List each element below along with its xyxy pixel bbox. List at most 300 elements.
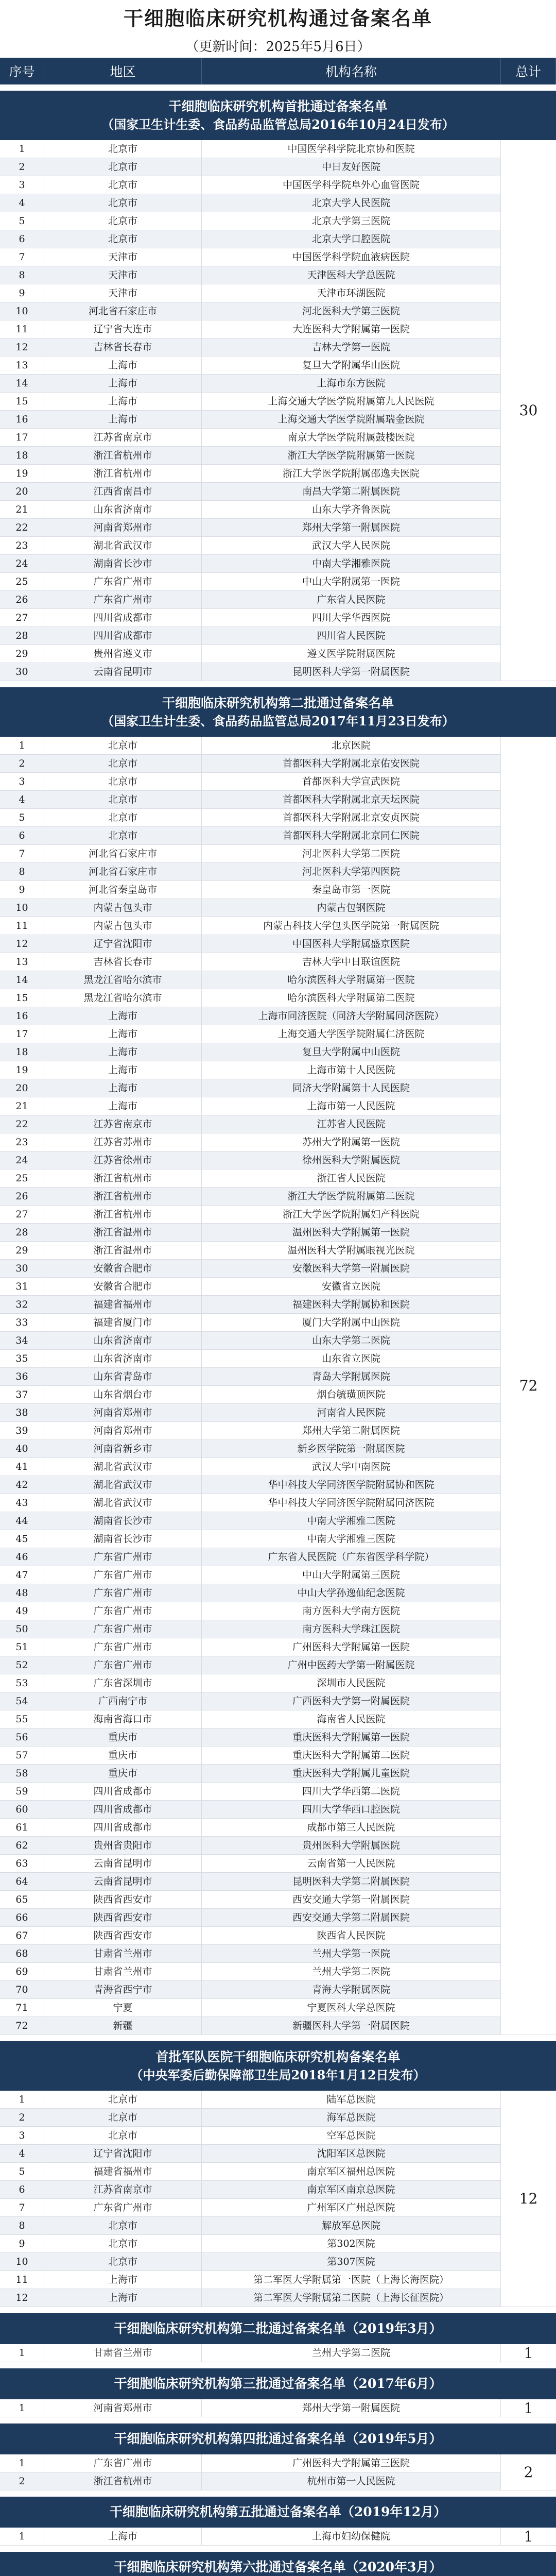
row-region: 上海市 <box>44 2528 202 2545</box>
row-region: 重庆市 <box>44 1765 202 1782</box>
row-index: 62 <box>0 1837 44 1854</box>
column-header-index: 序号 <box>0 58 44 84</box>
row-index: 7 <box>0 2199 44 2216</box>
row-institution: 福建医科大学附属协和医院 <box>202 1296 501 1313</box>
row-region: 河北省石家庄市 <box>44 845 202 862</box>
table-row <box>0 1314 501 1332</box>
row-region: 上海市 <box>44 1097 202 1115</box>
row-index: 12 <box>0 935 44 953</box>
row-index: 63 <box>0 1855 44 1872</box>
row-institution: 解放军总医院 <box>202 2217 501 2234</box>
row-region: 北京市 <box>44 773 202 790</box>
row-institution: 贵州医科大学附属医院 <box>202 1837 501 1854</box>
row-region: 河北省秦皇岛市 <box>44 881 202 899</box>
row-institution: 天津市环湖医院 <box>202 284 501 302</box>
column-header-institution: 机构名称 <box>202 58 501 84</box>
row-index: 58 <box>0 1765 44 1782</box>
row-index: 15 <box>0 989 44 1007</box>
row-institution: 四川大学华西医院 <box>202 609 501 626</box>
row-institution: 新乡医学院第一附属医院 <box>202 1440 501 1458</box>
row-institution: 徐州医科大学附属医院 <box>202 1151 501 1169</box>
row-index: 2 <box>0 158 44 176</box>
row-index: 50 <box>0 1620 44 1638</box>
row-index: 52 <box>0 1656 44 1674</box>
row-institution: 上海交通大学医学院附属第九人民医院 <box>202 393 501 410</box>
table-row <box>0 1404 501 1422</box>
row-region: 四川省成都市 <box>44 627 202 645</box>
row-institution: 四川大学华西口腔医院 <box>202 1801 501 1818</box>
section-block <box>0 687 556 2035</box>
table-row <box>0 519 501 537</box>
row-region: 内蒙古包头市 <box>44 899 202 917</box>
row-region: 广东省广州市 <box>44 2199 202 2216</box>
row-index: 20 <box>0 1079 44 1097</box>
row-institution: 同济大学附属第十人民医院 <box>202 1079 501 1097</box>
table-row <box>0 791 501 809</box>
table-row <box>0 338 501 357</box>
row-institution: 中南大学湘雅三医院 <box>202 1530 501 1548</box>
row-index: 22 <box>0 519 44 536</box>
table-row <box>0 1656 501 1674</box>
row-region: 广东省广州市 <box>44 1638 202 1656</box>
table-row <box>0 773 501 791</box>
row-index: 2 <box>0 755 44 772</box>
row-institution: 重庆医科大学附属第一医院 <box>202 1728 501 1746</box>
table-row <box>0 320 501 338</box>
row-institution: 青岛大学附属医院 <box>202 1368 501 1385</box>
row-institution: 海军总医院 <box>202 2109 501 2126</box>
row-index: 11 <box>0 917 44 935</box>
section-title: 干细胞临床研究机构第三批通过备案名单（2017年6月） <box>114 2376 442 2392</box>
row-institution: 空军总医院 <box>202 2127 501 2144</box>
table-row <box>0 1368 501 1386</box>
table-row <box>0 1151 501 1170</box>
table-row <box>0 1476 501 1494</box>
row-region: 河南省郑州市 <box>44 1404 202 1421</box>
section-block <box>0 91 556 681</box>
row-index: 8 <box>0 2217 44 2234</box>
row-institution: 河北医科大学第三医院 <box>202 302 501 320</box>
row-region: 广东省广州市 <box>44 1566 202 1584</box>
row-institution: 第307医院 <box>202 2253 501 2270</box>
table-row <box>0 1260 501 1278</box>
row-index: 57 <box>0 1747 44 1764</box>
section-subtitle: （国家卫生计生委、食品药品监管总局2017年11月23日发布） <box>101 713 455 728</box>
row-institution: 郑州大学第一附属医院 <box>202 2399 501 2417</box>
row-region: 湖北省武汉市 <box>44 1476 202 1494</box>
table-row <box>0 429 501 447</box>
table-row <box>0 827 501 845</box>
row-region: 云南省昆明市 <box>44 1855 202 1872</box>
row-institution: 吉林大学第一医院 <box>202 338 501 356</box>
row-index: 9 <box>0 284 44 302</box>
table-row <box>0 627 501 645</box>
row-institution: 天津医科大学总医院 <box>202 266 501 284</box>
table-row <box>0 1386 501 1404</box>
table-row <box>0 1891 501 1909</box>
row-index: 1 <box>0 2454 44 2472</box>
section-block <box>0 2313 556 2362</box>
table-row <box>0 2199 501 2217</box>
row-institution: 首都医科大学附属北京安贞医院 <box>202 809 501 826</box>
row-region: 北京市 <box>44 194 202 212</box>
row-index: 6 <box>0 230 44 248</box>
table-row <box>0 845 501 863</box>
section-title: 干细胞临床研究机构第四批通过备案名单（2019年5月） <box>114 2431 442 2447</box>
table-row <box>0 609 501 627</box>
row-index: 8 <box>0 266 44 284</box>
row-index: 33 <box>0 1314 44 1331</box>
row-index: 4 <box>0 2145 44 2162</box>
row-institution: 首都医科大学附属北京佑安医院 <box>202 755 501 772</box>
row-region: 北京市 <box>44 2109 202 2126</box>
row-institution: 杭州市第一人民医院 <box>202 2472 501 2490</box>
row-region: 河南省郑州市 <box>44 1422 202 1439</box>
table-row <box>0 302 501 320</box>
row-region: 河南省郑州市 <box>44 2399 202 2417</box>
table-rows <box>0 2399 501 2417</box>
row-institution: 大连医科大学附属第一医院 <box>202 320 501 338</box>
row-index: 35 <box>0 1350 44 1367</box>
section-table <box>0 2344 556 2362</box>
section-header <box>0 2552 556 2576</box>
table-row <box>0 1602 501 1620</box>
row-index: 1 <box>0 2399 44 2417</box>
table-row <box>0 1350 501 1368</box>
row-institution: 温州医科大学附属第一医院 <box>202 1224 501 1241</box>
row-institution: 第302医院 <box>202 2235 501 2252</box>
row-region: 湖北省武汉市 <box>44 1458 202 1476</box>
row-institution: 中山大学附属第一医院 <box>202 573 501 590</box>
row-institution: 青海大学附属医院 <box>202 1981 501 1998</box>
row-institution: 山东大学齐鲁医院 <box>202 501 501 518</box>
row-region: 湖南省长沙市 <box>44 1530 202 1548</box>
row-institution: 山东大学第二医院 <box>202 1332 501 1349</box>
section-header <box>0 2368 556 2399</box>
table-row <box>0 1007 501 1025</box>
row-region: 四川省成都市 <box>44 1801 202 1818</box>
table-row <box>0 1945 501 1963</box>
row-index: 54 <box>0 1692 44 1710</box>
row-index: 47 <box>0 1566 44 1584</box>
table-row <box>0 1819 501 1837</box>
row-institution: 上海市东方医院 <box>202 375 501 392</box>
row-region: 甘肃省兰州市 <box>44 1963 202 1980</box>
row-region: 江苏省苏州市 <box>44 1133 202 1151</box>
row-index: 46 <box>0 1548 44 1566</box>
table-row <box>0 1296 501 1314</box>
row-region: 广东省广州市 <box>44 2454 202 2472</box>
table-row <box>0 1927 501 1945</box>
row-region: 广东省广州市 <box>44 1548 202 1566</box>
row-region: 江西省南昌市 <box>44 483 202 500</box>
section-total: 72 <box>501 737 556 2035</box>
row-region: 浙江省杭州市 <box>44 2472 202 2490</box>
row-region: 上海市 <box>44 1061 202 1079</box>
row-institution: 沈阳军区总医院 <box>202 2145 501 2162</box>
table-rows <box>0 2091 501 2307</box>
row-region: 陕西省西安市 <box>44 1927 202 1944</box>
row-institution: 武汉大学人民医院 <box>202 537 501 554</box>
table-row <box>0 755 501 773</box>
row-region: 四川省成都市 <box>44 1819 202 1836</box>
table-row <box>0 2289 501 2307</box>
section-total: 1 <box>501 2528 556 2546</box>
row-institution: 复旦大学附属华山医院 <box>202 357 501 374</box>
row-region: 陕西省西安市 <box>44 1909 202 1926</box>
table-row <box>0 1584 501 1602</box>
row-index: 21 <box>0 501 44 518</box>
row-region: 天津市 <box>44 284 202 302</box>
row-index: 17 <box>0 1025 44 1043</box>
row-institution: 郑州大学第一附属医院 <box>202 519 501 536</box>
row-region: 新疆 <box>44 2017 202 2035</box>
row-index: 22 <box>0 1115 44 1133</box>
row-index: 11 <box>0 2271 44 2289</box>
row-institution: 深圳市人民医院 <box>202 1674 501 1692</box>
row-region: 辽宁省沈阳市 <box>44 935 202 953</box>
row-institution: 首都医科大学附属北京同仁医院 <box>202 827 501 844</box>
row-region: 浙江省温州市 <box>44 1242 202 1259</box>
row-index: 8 <box>0 863 44 880</box>
row-institution: 第二军医大学附属第二医院（上海长征医院） <box>202 2289 501 2307</box>
row-region: 甘肃省兰州市 <box>44 2344 202 2362</box>
row-region: 上海市 <box>44 1025 202 1043</box>
column-header-region: 地区 <box>44 58 202 84</box>
section-table <box>0 2091 556 2307</box>
row-index: 27 <box>0 609 44 626</box>
row-institution: 兰州大学第一医院 <box>202 1945 501 1962</box>
row-index: 42 <box>0 1476 44 1494</box>
row-region: 山东省烟台市 <box>44 1386 202 1403</box>
section-total: 12 <box>501 2091 556 2307</box>
row-index: 27 <box>0 1206 44 1223</box>
section-header <box>0 2424 556 2454</box>
row-region: 广东省广州市 <box>44 1620 202 1638</box>
table-row <box>0 1981 501 1999</box>
sections-container <box>0 91 556 2576</box>
row-region: 四川省成都市 <box>44 1783 202 1800</box>
table-row <box>0 917 501 935</box>
table-row <box>0 2127 501 2145</box>
row-index: 72 <box>0 2017 44 2035</box>
row-region: 北京市 <box>44 230 202 248</box>
row-institution: 广州医科大学附属第一医院 <box>202 1638 501 1656</box>
table-row <box>0 1747 501 1765</box>
row-index: 19 <box>0 1061 44 1079</box>
row-region: 江苏省南京市 <box>44 1115 202 1133</box>
table-row <box>0 899 501 917</box>
section-total: 1 <box>501 2399 556 2417</box>
row-index: 15 <box>0 393 44 410</box>
column-header-total: 总计 <box>501 58 556 84</box>
row-institution: 海南省人民医院 <box>202 1710 501 1728</box>
table-row <box>0 573 501 591</box>
section-total: 30 <box>501 140 556 681</box>
row-region: 江苏省南京市 <box>44 2181 202 2198</box>
row-region: 山东省济南市 <box>44 1350 202 1367</box>
row-region: 重庆市 <box>44 1728 202 1746</box>
row-index: 2 <box>0 2472 44 2490</box>
table-row <box>0 1079 501 1097</box>
row-index: 1 <box>0 2528 44 2545</box>
section-subtitle: （中央军委后勤保障部卫生局2018年1月12日发布） <box>130 2067 426 2082</box>
row-institution: 重庆医科大学附属儿童医院 <box>202 1765 501 1782</box>
row-index: 70 <box>0 1981 44 1998</box>
row-institution: 安徽医科大学第一附属医院 <box>202 1260 501 1277</box>
table-rows <box>0 737 501 2035</box>
table-row <box>0 1440 501 1458</box>
row-institution: 中山大学附属第三医院 <box>202 1566 501 1584</box>
row-institution: 上海交通大学医学院附属仁济医院 <box>202 1025 501 1043</box>
row-index: 13 <box>0 953 44 971</box>
row-index: 10 <box>0 899 44 917</box>
table-row <box>0 2271 501 2289</box>
row-institution: 河北医科大学第二医院 <box>202 845 501 862</box>
row-institution: 首都医科大学宣武医院 <box>202 773 501 790</box>
row-region: 甘肃省兰州市 <box>44 1945 202 1962</box>
table-row <box>0 1710 501 1728</box>
row-region: 浙江省杭州市 <box>44 465 202 482</box>
table-row <box>0 935 501 953</box>
section-table <box>0 737 556 2035</box>
row-index: 41 <box>0 1458 44 1476</box>
row-region: 湖南省长沙市 <box>44 555 202 572</box>
row-index: 36 <box>0 1368 44 1385</box>
table-row <box>0 230 501 248</box>
section-title: 干细胞临床研究机构第五批通过备案名单（2019年12月） <box>109 2504 447 2520</box>
row-region: 北京市 <box>44 737 202 754</box>
row-institution: 华中科技大学同济医学院附属协和医院 <box>202 1476 501 1494</box>
table-rows <box>0 2528 501 2546</box>
row-institution: 郑州大学第二附属医院 <box>202 1422 501 1439</box>
row-institution: 浙江大学医学院附属第一医院 <box>202 447 501 464</box>
table-row <box>0 645 501 663</box>
section-header <box>0 91 556 140</box>
row-institution: 烟台毓璜顶医院 <box>202 1386 501 1403</box>
row-index: 24 <box>0 555 44 572</box>
row-index: 53 <box>0 1674 44 1692</box>
row-region: 云南省昆明市 <box>44 663 202 681</box>
row-region: 安徽省合肥市 <box>44 1260 202 1277</box>
table-row <box>0 1963 501 1981</box>
row-institution: 南昌大学第二附属医院 <box>202 483 501 500</box>
row-region: 天津市 <box>44 266 202 284</box>
row-institution: 昆明医科大学第二附属医院 <box>202 1873 501 1890</box>
table-row <box>0 2163 501 2181</box>
section-title: 干细胞临床研究机构第六批通过备案名单（2020年3月） <box>114 2560 442 2575</box>
section-table <box>0 2399 556 2417</box>
table-row <box>0 1206 501 1224</box>
row-institution: 广州中医药大学第一附属医院 <box>202 1656 501 1674</box>
row-index: 12 <box>0 338 44 356</box>
table-row <box>0 465 501 483</box>
row-institution: 南京军区福州总医院 <box>202 2163 501 2180</box>
row-institution: 河南省人民医院 <box>202 1404 501 1421</box>
row-region: 天津市 <box>44 248 202 266</box>
row-index: 45 <box>0 1530 44 1548</box>
row-region: 重庆市 <box>44 1747 202 1764</box>
table-row <box>0 393 501 411</box>
table-row <box>0 2454 501 2472</box>
table-row <box>0 2217 501 2235</box>
row-institution: 上海市同济医院（同济大学附属同济医院） <box>202 1007 501 1025</box>
row-institution: 新疆医科大学第一附属医院 <box>202 2017 501 2035</box>
table-row <box>0 1332 501 1350</box>
table-row <box>0 2017 501 2035</box>
row-region: 贵州省遵义市 <box>44 645 202 663</box>
row-region: 浙江省杭州市 <box>44 447 202 464</box>
row-region: 云南省昆明市 <box>44 1873 202 1890</box>
row-region: 上海市 <box>44 2271 202 2289</box>
table-row <box>0 1530 501 1548</box>
row-institution: 安徽省立医院 <box>202 1278 501 1295</box>
row-region: 上海市 <box>44 393 202 410</box>
row-region: 浙江省杭州市 <box>44 1188 202 1205</box>
row-index: 49 <box>0 1602 44 1620</box>
table-row <box>0 483 501 501</box>
row-index: 9 <box>0 2235 44 2252</box>
row-institution: 广州医科大学附属第三医院 <box>202 2454 501 2472</box>
row-region: 上海市 <box>44 375 202 392</box>
row-institution: 中国医学科学院阜外心血管医院 <box>202 176 501 194</box>
row-region: 山东省青岛市 <box>44 1368 202 1385</box>
row-institution: 浙江大学医学院附属邵逸夫医院 <box>202 465 501 482</box>
table-row <box>0 1855 501 1873</box>
row-index: 1 <box>0 737 44 754</box>
row-index: 28 <box>0 627 44 645</box>
row-index: 28 <box>0 1224 44 1241</box>
section-subtitle: （国家卫生计生委、食品药品监管总局2016年10月24日发布） <box>101 116 455 132</box>
table-row <box>0 1909 501 1927</box>
row-institution: 成都市第三人民医院 <box>202 1819 501 1836</box>
row-region: 河南省新乡市 <box>44 1440 202 1458</box>
row-region: 黑龙江省哈尔滨市 <box>44 971 202 989</box>
row-index: 11 <box>0 320 44 338</box>
row-index: 34 <box>0 1332 44 1349</box>
row-institution: 上海市妇幼保健院 <box>202 2528 501 2545</box>
table-row <box>0 2253 501 2271</box>
row-index: 14 <box>0 375 44 392</box>
row-index: 31 <box>0 1278 44 1295</box>
row-region: 江苏省南京市 <box>44 429 202 446</box>
table-row <box>0 1512 501 1530</box>
table-row <box>0 2145 501 2163</box>
row-region: 上海市 <box>44 1007 202 1025</box>
row-institution: 第二军医大学附属第一医院（上海长海医院） <box>202 2271 501 2289</box>
section-title: 干细胞临床研究机构第二批通过备案名单 <box>162 696 394 711</box>
section-header <box>0 2497 556 2528</box>
row-region: 辽宁省沈阳市 <box>44 2145 202 2162</box>
row-institution: 苏州大学附属第一医院 <box>202 1133 501 1151</box>
row-index: 18 <box>0 1043 44 1061</box>
row-region: 广东省广州市 <box>44 1602 202 1620</box>
row-region: 上海市 <box>44 2289 202 2307</box>
row-index: 4 <box>0 194 44 212</box>
row-region: 北京市 <box>44 2253 202 2270</box>
row-region: 四川省成都市 <box>44 609 202 626</box>
row-institution: 陕西省人民医院 <box>202 1927 501 1944</box>
row-index: 66 <box>0 1909 44 1926</box>
row-institution: 广西医科大学第一附属医院 <box>202 1692 501 1710</box>
row-institution: 中南大学湘雅二医院 <box>202 1512 501 1530</box>
row-region: 安徽省合肥市 <box>44 1278 202 1295</box>
section-title: 干细胞临床研究机构第二批通过备案名单（2019年3月） <box>114 2321 442 2336</box>
row-index: 24 <box>0 1151 44 1169</box>
table-row <box>0 1837 501 1855</box>
table-row <box>0 1097 501 1115</box>
table-row <box>0 555 501 573</box>
